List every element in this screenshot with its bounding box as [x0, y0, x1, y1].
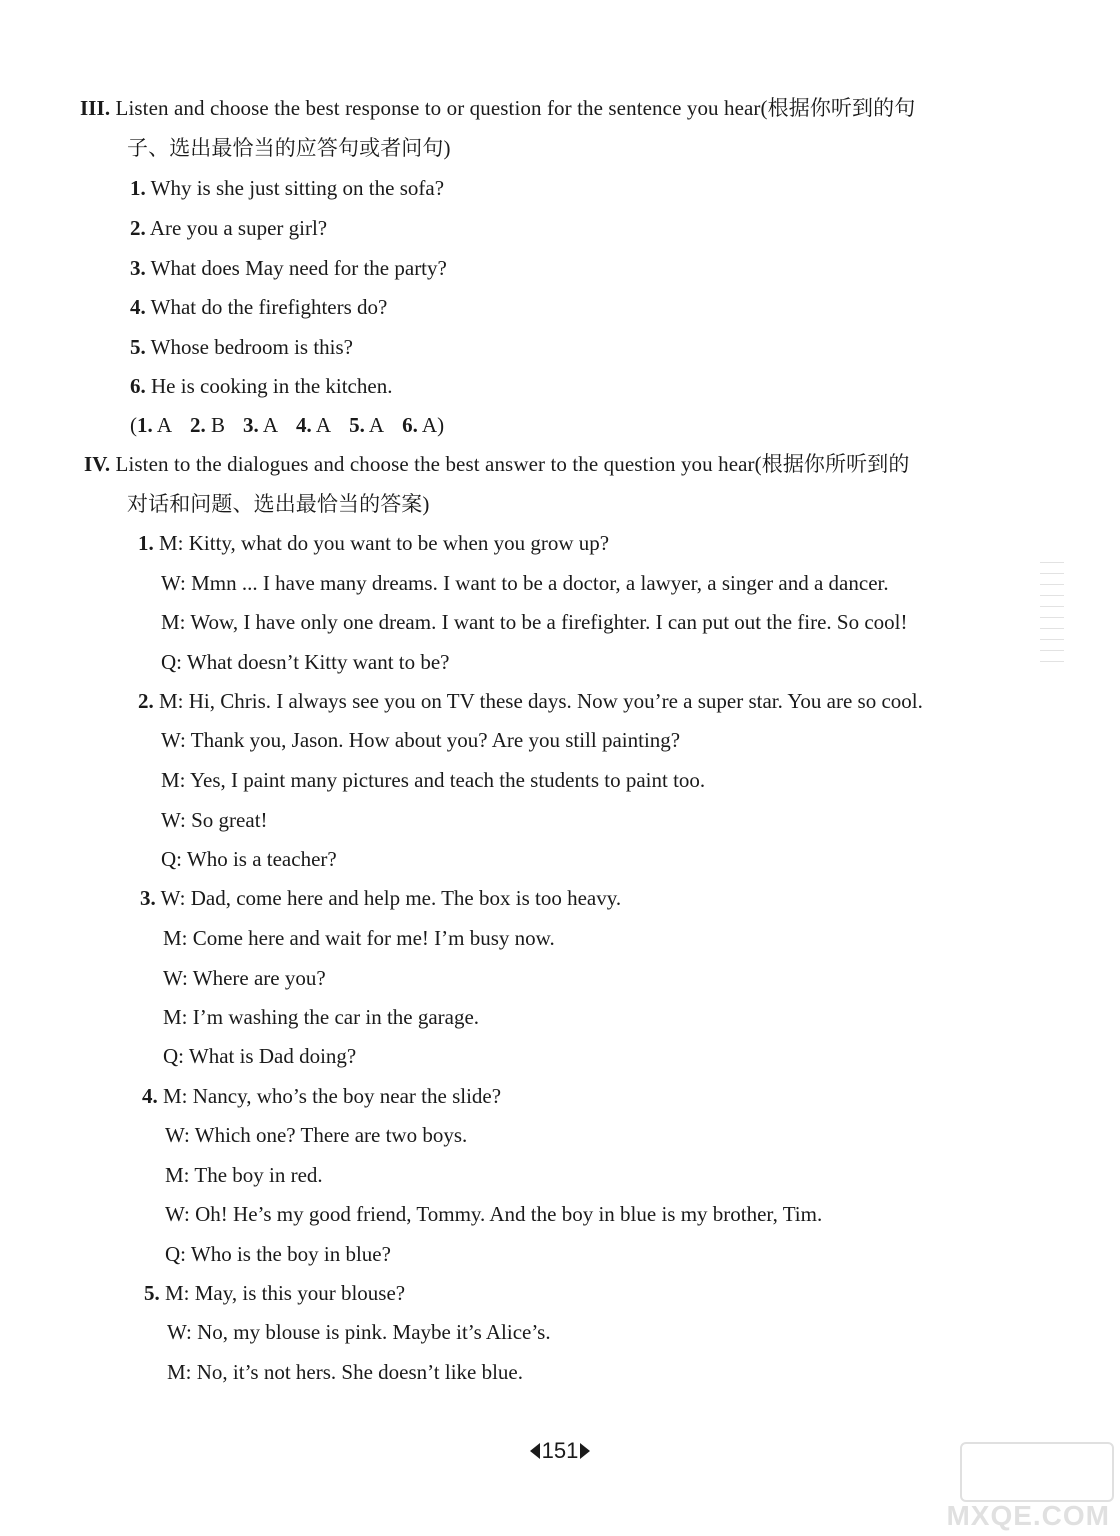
- answer-item: 6. A: [402, 413, 438, 437]
- dialogue-1-question: Q: What doesn’t Kitty want to be?: [161, 650, 450, 674]
- item-number: 6.: [130, 374, 146, 398]
- dialogue-2-line: W: So great!: [161, 808, 268, 832]
- section-4-title-text: Listen to the dialogues and choose the best answer to the question you hear(根据你所听到的: [115, 452, 910, 476]
- dialogue-4-line: M: The boy in red.: [165, 1163, 323, 1187]
- dialogue-2-line: M: Yes, I paint many pictures and teach the students to paint too.: [161, 768, 706, 792]
- watermark-text: MXQE.COM: [946, 1500, 1110, 1531]
- dialogue-3-question: Q: What is Dad doing?: [163, 1044, 357, 1068]
- item-number: 4.: [130, 295, 146, 319]
- left-triangle-icon: [530, 1443, 540, 1459]
- section-3-title-text: Listen and choose the best response to or question for the sentence you hear(根据你听到的句: [115, 96, 916, 120]
- section-3-item: [130, 174, 444, 202]
- right-triangle-icon: [580, 1443, 590, 1459]
- dialogue-2-line: [138, 687, 923, 715]
- section-3-answer-key: [130, 411, 444, 439]
- page-number-text: 151: [541, 1438, 579, 1463]
- item-number: 5.: [130, 335, 146, 359]
- section-3-title-line-1: [80, 94, 915, 122]
- dialogue-number: 1.: [138, 531, 154, 555]
- dialogue-number: 3.: [140, 886, 156, 910]
- item-number: 1.: [130, 176, 146, 200]
- dialogue-5-line: W: No, my blouse is pink. Maybe it’s Alice’s.: [167, 1320, 551, 1344]
- watermark-logo: [946, 1442, 1114, 1532]
- dialogue-1-line: M: Wow, I have only one dream. I want to be a firefighter. I can put out the fire. So cool!: [161, 610, 908, 634]
- section-3-title-line-2: 子、选出最恰当的应答句或者问句): [127, 136, 451, 160]
- answer-item: 5. A: [349, 413, 385, 437]
- item-text: What do the firefighters do?: [150, 295, 388, 319]
- dialogue-4-line: W: Which one? There are two boys.: [165, 1123, 468, 1147]
- item-number: 2.: [130, 216, 146, 240]
- section-3-item: [130, 214, 327, 242]
- dialogue-3-line: [140, 884, 621, 912]
- answer-item: 3. A: [243, 413, 279, 437]
- item-number: 3.: [130, 256, 146, 280]
- dialogue-text: W: Dad, come here and help me. The box is too heavy.: [160, 886, 622, 910]
- dialogue-3-line: W: Where are you?: [163, 966, 326, 990]
- dialogue-text: M: Kitty, what do you want to be when you grow up?: [159, 531, 610, 555]
- answer-item: 2. B: [190, 413, 226, 437]
- item-text: What does May need for the party?: [150, 256, 447, 280]
- dialogue-text: M: Nancy, who’s the boy near the slide?: [163, 1084, 502, 1108]
- section-4-title-line-2: 对话和问题、选出最恰当的答案): [127, 492, 430, 516]
- margin-bleed-marks: [1032, 552, 1072, 732]
- answer-item: 1. A: [137, 413, 173, 437]
- watermark-box: [960, 1442, 1114, 1502]
- item-text: Why is she just sitting on the sofa?: [150, 176, 445, 200]
- item-text: He is cooking in the kitchen.: [151, 374, 393, 398]
- answer-close-paren: ): [437, 413, 445, 437]
- dialogue-text: M: Hi, Chris. I always see you on TV these days. Now you’re a super star. You are so cool.: [159, 689, 923, 713]
- dialogue-4-line: W: Oh! He’s my good friend, Tommy. And the boy in blue is my brother, Tim.: [165, 1202, 823, 1226]
- dialogue-1-line: W: Mmn ... I have many dreams. I want to be a doctor, a lawyer, a singer and a dancer.: [161, 571, 889, 595]
- answer-open-paren: (: [130, 413, 137, 437]
- section-3-number: III.: [80, 96, 111, 120]
- dialogue-3-line: M: Come here and wait for me! I’m busy now.: [163, 926, 555, 950]
- section-3-item: [130, 372, 392, 400]
- page-number: [0, 1438, 1120, 1464]
- dialogue-2-line: W: Thank you, Jason. How about you? Are you still painting?: [161, 728, 681, 752]
- dialogue-2-question: Q: Who is a teacher?: [161, 847, 337, 871]
- dialogue-4-line: [142, 1082, 501, 1110]
- item-text: Whose bedroom is this?: [150, 335, 354, 359]
- dialogue-number: 4.: [142, 1084, 158, 1108]
- section-4-title-line-1: [84, 450, 909, 478]
- answer-item: 4. A: [296, 413, 332, 437]
- dialogue-1-line: [138, 529, 609, 557]
- dialogue-text: M: May, is this your blouse?: [165, 1281, 406, 1305]
- section-4-number: IV.: [84, 452, 111, 476]
- dialogue-5-line: M: No, it’s not hers. She doesn’t like blue.: [167, 1360, 524, 1384]
- section-3-item: [130, 254, 447, 282]
- section-3-item: [130, 293, 387, 321]
- item-text: Are you a super girl?: [149, 216, 328, 240]
- dialogue-5-line: [144, 1279, 405, 1307]
- dialogue-4-question: Q: Who is the boy in blue?: [165, 1242, 391, 1266]
- dialogue-number: 2.: [138, 689, 154, 713]
- dialogue-3-line: M: I’m washing the car in the garage.: [163, 1005, 480, 1029]
- section-3-item: [130, 333, 353, 361]
- dialogue-number: 5.: [144, 1281, 160, 1305]
